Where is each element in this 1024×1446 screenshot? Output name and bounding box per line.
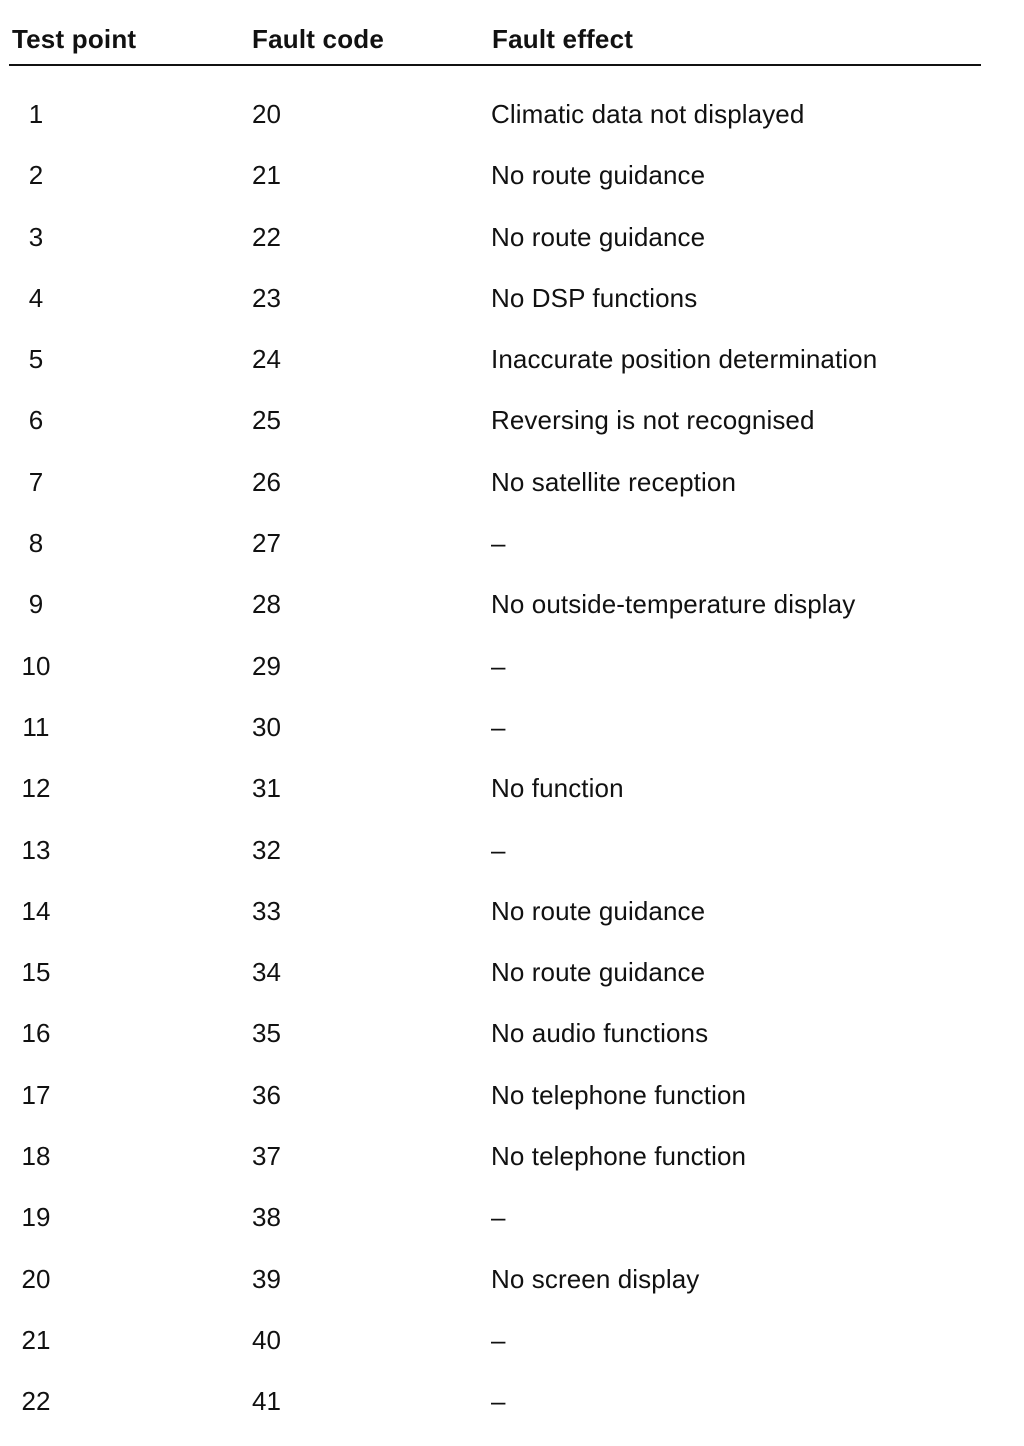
table-row xyxy=(0,1066,1024,1127)
header-test-point: Test point xyxy=(12,24,137,54)
table-row xyxy=(0,1311,1024,1372)
cell-test-point: 5 xyxy=(28,344,44,375)
cell-test-point: 14 xyxy=(21,895,51,926)
cell-fault-code: 34 xyxy=(252,957,282,988)
cell-fault-code: 35 xyxy=(252,1018,282,1049)
cell-fault-effect: – xyxy=(491,1202,506,1233)
table-row xyxy=(0,514,1024,575)
cell-fault-effect: No satellite reception xyxy=(491,466,736,497)
cell-fault-effect: – xyxy=(491,650,506,681)
cell-fault-effect: Reversing is not recognised xyxy=(491,405,815,436)
table-row xyxy=(0,146,1024,207)
cell-test-point: 18 xyxy=(21,1141,51,1172)
table-row xyxy=(0,1127,1024,1188)
header-fault-effect: Fault effect xyxy=(492,24,634,54)
cell-fault-code: 40 xyxy=(252,1324,282,1355)
cell-test-point: 13 xyxy=(21,834,51,865)
cell-fault-code: 28 xyxy=(252,589,282,620)
cell-fault-code: 41 xyxy=(252,1386,282,1417)
cell-fault-effect: Climatic data not displayed xyxy=(491,99,805,129)
cell-test-point: 2 xyxy=(28,160,44,191)
cell-test-point: 8 xyxy=(28,528,44,559)
cell-fault-effect: – xyxy=(491,834,506,865)
table-row xyxy=(0,453,1024,514)
table-row xyxy=(0,943,1024,1004)
cell-fault-code: 21 xyxy=(252,160,282,191)
table-row xyxy=(0,1004,1024,1065)
cell-fault-effect: No route guidance xyxy=(491,160,706,191)
header-divider xyxy=(9,64,981,66)
cell-fault-effect: – xyxy=(491,1324,506,1355)
cell-fault-code: 23 xyxy=(252,282,282,313)
cell-test-point: 21 xyxy=(21,1324,51,1355)
cell-fault-code: 31 xyxy=(252,773,282,804)
cell-fault-effect: No route guidance xyxy=(491,957,706,988)
cell-fault-code: 25 xyxy=(252,405,282,436)
cell-test-point: 16 xyxy=(21,1018,51,1049)
table-row xyxy=(0,330,1024,391)
header-fault-code: Fault code xyxy=(252,24,385,54)
cell-fault-code: 20 xyxy=(252,99,282,129)
cell-fault-effect: No outside-temperature display xyxy=(491,589,856,620)
cell-test-point: 1 xyxy=(28,99,44,129)
cell-fault-code: 22 xyxy=(252,221,282,252)
cell-fault-code: 29 xyxy=(252,650,282,681)
cell-fault-code: 38 xyxy=(252,1202,282,1233)
cell-test-point: 3 xyxy=(28,221,44,252)
table-row xyxy=(0,1372,1024,1433)
table-row xyxy=(0,208,1024,269)
cell-fault-effect: – xyxy=(491,711,506,742)
table-row xyxy=(0,1188,1024,1249)
table-row xyxy=(0,391,1024,452)
cell-test-point: 4 xyxy=(28,282,44,313)
cell-test-point: 10 xyxy=(21,650,51,681)
cell-fault-effect: No audio functions xyxy=(491,1018,709,1049)
cell-fault-code: 24 xyxy=(252,344,282,375)
table-row xyxy=(0,637,1024,698)
cell-fault-code: 33 xyxy=(252,895,282,926)
cell-fault-code: 27 xyxy=(252,528,282,559)
table-body xyxy=(0,85,1024,1434)
cell-fault-effect: – xyxy=(491,528,506,559)
cell-test-point: 20 xyxy=(21,1263,51,1294)
cell-fault-code: 36 xyxy=(252,1079,282,1110)
table-row xyxy=(0,821,1024,882)
cell-test-point: 15 xyxy=(21,957,51,988)
cell-fault-effect: No telephone function xyxy=(491,1141,747,1172)
cell-test-point: 17 xyxy=(21,1079,51,1110)
cell-test-point: 19 xyxy=(21,1202,51,1233)
table-row xyxy=(0,269,1024,330)
cell-fault-code: 39 xyxy=(252,1263,282,1294)
cell-fault-effect: No screen display xyxy=(491,1263,700,1294)
cell-fault-code: 32 xyxy=(252,834,282,865)
cell-fault-effect: No function xyxy=(491,773,624,804)
table-row xyxy=(0,759,1024,820)
table-header xyxy=(0,18,1024,62)
cell-fault-effect: No telephone function xyxy=(491,1079,747,1110)
cell-test-point: 12 xyxy=(21,773,51,804)
cell-fault-effect: No route guidance xyxy=(491,221,706,252)
cell-fault-effect: No route guidance xyxy=(491,895,706,926)
cell-fault-code: 37 xyxy=(252,1141,282,1172)
table-row xyxy=(0,698,1024,759)
table-row xyxy=(0,1250,1024,1311)
cell-test-point: 6 xyxy=(28,405,44,436)
cell-test-point: 9 xyxy=(28,589,44,620)
cell-test-point: 7 xyxy=(28,466,44,497)
cell-fault-code: 30 xyxy=(252,711,282,742)
cell-test-point: 11 xyxy=(22,711,50,742)
table-row xyxy=(0,575,1024,636)
table-row xyxy=(0,85,1024,146)
cell-fault-effect: – xyxy=(491,1386,506,1417)
cell-test-point: 22 xyxy=(21,1386,51,1417)
cell-fault-effect: Inaccurate position determination xyxy=(491,344,878,375)
table-row xyxy=(0,882,1024,943)
cell-fault-effect: No DSP functions xyxy=(491,282,698,313)
cell-fault-code: 26 xyxy=(252,466,282,497)
